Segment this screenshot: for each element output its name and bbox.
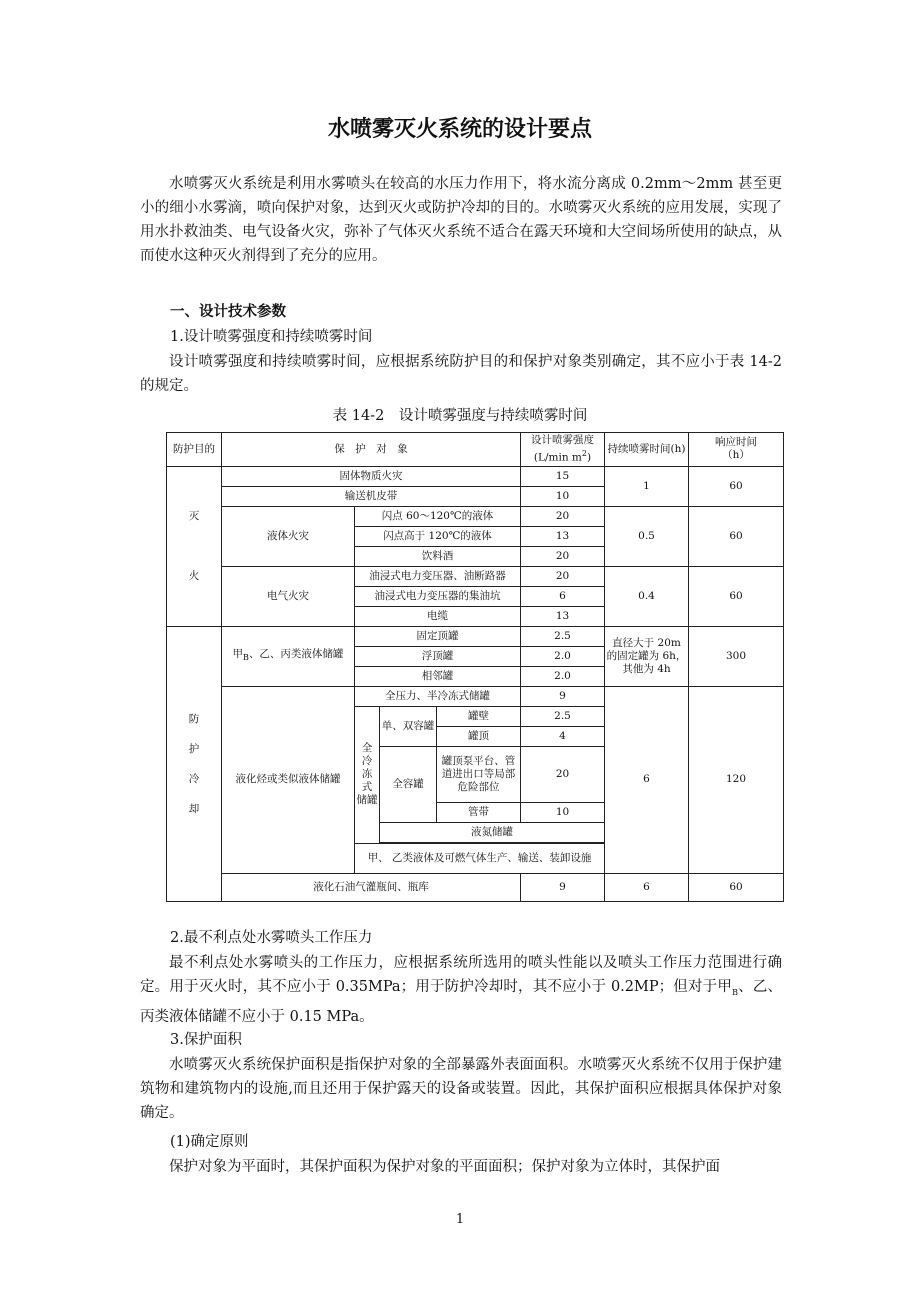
table-row: 防 护 冷 却 甲$_B$、乙、丙类液体储罐 固定顶罐 2.5 直径大于 20m 的固定罐为 6h， 其他为 4h 300	[167, 626, 784, 646]
header-purpose: 防护目的	[167, 433, 222, 467]
purpose-extinguish: 灭 火	[167, 466, 222, 626]
table-row: 罐顶 4	[167, 726, 784, 746]
table-header-row	[167, 433, 784, 467]
spray-intensity-table	[166, 432, 784, 902]
table-caption: 表 14-2 设计喷雾强度与持续喷雾时间	[332, 408, 588, 424]
item3-sub-heading: (1)确定原则	[170, 1134, 249, 1150]
table-row: 液化石油气灌瓶间、瓶库 9 6 60	[167, 873, 784, 901]
table-row: 电气火灾 油浸式电力变压器、油断路器 20 0.4 60	[167, 566, 784, 586]
table-row: 相邻罐 2.0	[167, 666, 784, 686]
header-response: 响应时间 （h）	[689, 433, 784, 467]
page-title: 水喷雾灭火系统的设计要点	[327, 117, 592, 142]
section-heading: 一、设计技术参数	[170, 304, 286, 320]
table-row: 液氮储罐	[167, 822, 784, 842]
header-intensity: 设计喷雾强度 (L/min $m^2$)	[521, 433, 605, 467]
tank-class: 甲$_B$、乙、丙类液体储罐	[222, 626, 355, 686]
item3-heading: 3.保护面积	[170, 1032, 242, 1048]
table-row: 全 冷 冻 式 储罐 单、双容罐 罐壁 2.5	[167, 706, 784, 726]
item1-text: 设计喷雾强度和持续喷雾时间，应根据系统防护目的和保护对象类别确定，其不应小于表 14-2 的规定。	[140, 354, 782, 394]
table-row: 输送机皮带 10	[167, 486, 784, 506]
table-row: 液体火灾 闪点 60～120℃的液体 20 0.5 60	[167, 506, 784, 526]
table-row: 闪点高于 120℃的液体 13	[167, 526, 784, 546]
item3-text: 水喷雾灭火系统保护面积是指保护对象的全部暴露外表面面积。水喷雾灭火系统不仅用于保护建筑物和建筑物内的设施,而且还用于保护露天的设备或装置。因此，其保护面积应根据具体保护对象确定。	[140, 1057, 782, 1121]
table-row: 油浸式电力变压器的集油坑 6	[167, 586, 784, 606]
purpose-cooling: 防 护 冷 却	[167, 626, 222, 901]
header-object: 保 护 对 象	[222, 433, 521, 467]
intro-paragraph: 水喷雾灭火系统是利用水雾喷头在较高的水压力作用下，将水流分离成 0.2mm～2mm 甚至更小的细小水雾滴，喷向保护对象，达到灭火或防护冷却的目的。水喷雾灭火系统的应用发展，实现了用水扑救油类、电气设备火灾，弥补了气体灭火系统不适合在露天环境和大空间场所使用的缺点，从而使水这种灭火剂得到了充分的应用。	[140, 176, 782, 264]
item2-text: 最不利点处水雾喷头的工作压力，应根据系统所选用的喷头性能以及喷头工作压力范围进行确定。用于灭火时，其不应小于 0.35MPa；用于防护冷却时，其不应小于 0.2MP；但对于甲$_B$、乙、丙类液体储罐不应小于 0.15 MPa。	[140, 955, 783, 1025]
table-row: 管带 10	[167, 802, 784, 822]
item1-heading: 1.设计喷雾强度和持续喷雾时间	[170, 329, 373, 345]
table-row: 全容罐 罐顶泵平台、管 道进出口等局部 危险部位 20	[167, 746, 784, 802]
item3-sub-text: 保护对象为平面时，其保护面积为保护对象的平面面积；保护对象为立体时，其保护面	[169, 1159, 720, 1175]
header-duration: 持续喷雾时间(h)	[605, 433, 689, 467]
table-row: 浮顶罐 2.0	[167, 646, 784, 666]
table-row: 饮料酒 20	[167, 546, 784, 566]
table-row: 甲、 乙类液体及可燃气体生产、输送、装卸设施	[167, 843, 784, 873]
table-row: 电缆 13	[167, 606, 784, 626]
page-number: 1	[455, 1212, 465, 1227]
table-row: 液化烃或类似液体储罐 全压力、半冷冻式储罐 9 6 120	[167, 686, 784, 706]
item2-heading: 2.最不利点处水雾喷头工作压力	[170, 930, 373, 946]
table-row: 灭 火 固体物质火灾 15 1 60	[167, 466, 784, 486]
